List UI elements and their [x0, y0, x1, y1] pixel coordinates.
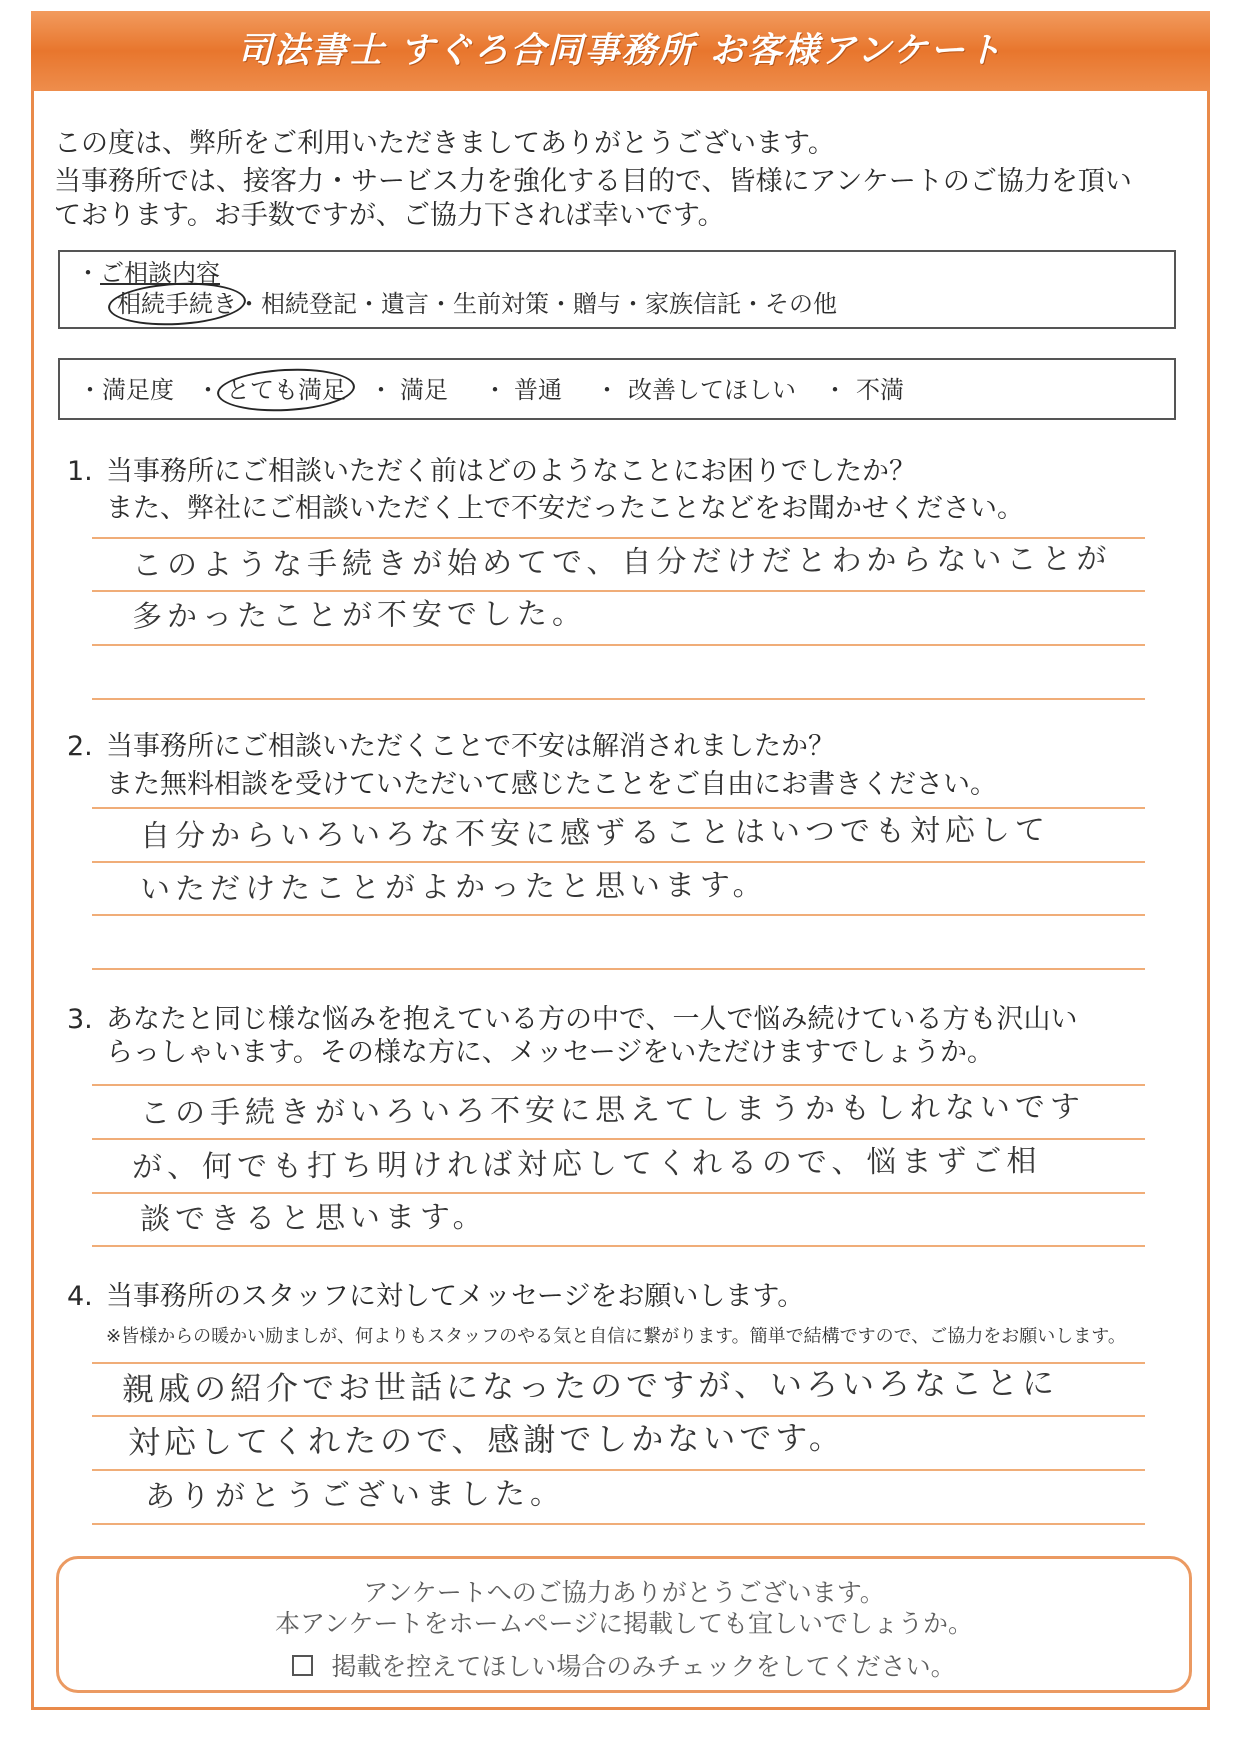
option-separator: ・ — [741, 290, 765, 318]
answer-rule — [92, 1523, 1145, 1525]
publication-consent-box — [56, 1556, 1192, 1693]
question-number: 1. — [67, 456, 93, 487]
page-title: 司法書士 すぐろ合同事務所 お客様アンケート — [237, 31, 1004, 71]
handwritten-answer-line: 多かったことが不安でした。 — [131, 596, 588, 635]
answer-rule — [92, 1192, 1145, 1194]
answer-rule — [92, 590, 1145, 592]
answer-rule — [92, 1469, 1145, 1471]
consultation-label: ご相談内容 — [100, 259, 220, 287]
question-number: 4. — [67, 1281, 93, 1312]
satisfaction-box — [58, 358, 1176, 420]
question-number: 3. — [67, 1004, 93, 1035]
option-label: 家族信託 — [645, 290, 741, 318]
satisfaction-option-satisfied — [400, 376, 448, 404]
handwritten-answer-line: 自分からいろいろな不安に感ずることはいつでも対応して — [139, 812, 1051, 855]
satisfaction-option-needs-improvement — [628, 376, 796, 404]
option-separator: ・ — [549, 290, 573, 318]
option-label: 満足 — [400, 376, 448, 404]
handwritten-answer-line: 対応してくれたので、感謝でしかないです。 — [127, 1418, 845, 1462]
bullet: ・ — [76, 259, 100, 287]
question-text: 当事務所にご相談いただくことで不安は解消されましたか？ — [106, 731, 835, 762]
answer-rule — [92, 644, 1145, 646]
option-separator: ・ — [357, 290, 381, 318]
consultation-option-family-trust — [645, 290, 741, 318]
consultation-option-other — [765, 290, 837, 318]
consultation-option-inheritance-procedure — [117, 290, 237, 318]
answer-rule — [92, 1138, 1145, 1140]
consultation-option-gift — [573, 290, 621, 318]
consent-checkbox-row — [59, 1652, 1189, 1682]
footer-line: アンケートへのご協力ありがとうございます。 — [363, 1578, 885, 1607]
question-text: また無料相談を受けていただいて感じたことをご自由にお書きください。 — [106, 769, 997, 800]
answer-rule — [92, 1415, 1145, 1417]
handwritten-answer-line: このような手続きが始めてで、自分だけだとわからないことが — [131, 541, 1112, 584]
checkbox-label: 掲載を控えてほしい場合のみチェックをしてください。 — [331, 1652, 956, 1681]
answer-rule — [92, 968, 1145, 970]
intro-line: ております。お手数ですが、ご協力下されば幸いです。 — [54, 200, 725, 231]
question-text: 当事務所にご相談いただく前はどのようなことにお困りでしたか？ — [106, 456, 916, 487]
question-text: 当事務所のスタッフに対してメッセージをお願いします。 — [106, 1281, 805, 1312]
consultation-option-inheritance-registration — [261, 290, 357, 318]
option-separator: ・ — [429, 290, 453, 318]
question-text: あなたと同じ様な悩みを抱えている方の中で、一人で悩み続けている方も沢山い — [106, 1004, 1078, 1035]
question-note: ※皆様からの暖かい励ましが、何よりもスタッフのやる気と自信に繋がります。簡単で結構ですので、ご協力をお願いします。 — [106, 1326, 1126, 1347]
option-separator: ・ — [483, 376, 507, 404]
option-label: とても満足 — [226, 376, 346, 404]
do-not-publish-checkbox — [292, 1655, 313, 1676]
consultation-option-estate-planning — [453, 290, 549, 318]
satisfaction-option-neutral — [514, 376, 562, 404]
header-bar — [31, 11, 1210, 91]
option-label: 相続手続き — [117, 290, 237, 318]
consultation-box — [58, 250, 1176, 329]
answer-rule — [92, 1245, 1145, 1247]
option-label: 改善してほしい — [628, 376, 796, 404]
answer-rule — [92, 861, 1145, 863]
option-label: 遺言 — [381, 290, 429, 318]
handwritten-answer-line: 親戚の紹介でお世話になったのですが、いろいろなことに — [121, 1363, 1059, 1409]
intro-line: 当事務所では、接客力・サービス力を強化する目的で、皆様にアンケートのご協力を頂い — [54, 166, 1132, 197]
question-text: また、弊社にご相談いただく上で不安だったことなどをお聞かせください。 — [106, 493, 1024, 524]
option-label: 贈与 — [573, 290, 621, 318]
option-label: 相続登記 — [261, 290, 357, 318]
option-separator: ・ — [595, 376, 619, 404]
answer-rule — [92, 1084, 1145, 1086]
question-number: 2. — [67, 731, 93, 762]
consultation-option-will — [381, 290, 429, 318]
footer-line: 本アンケートをホームページに掲載しても宜しいでしょうか。 — [274, 1609, 973, 1638]
answer-rule — [92, 537, 1145, 539]
consultation-options — [117, 290, 837, 318]
answer-rule — [92, 698, 1145, 700]
handwritten-answer-line: 談できると思います。 — [139, 1199, 488, 1238]
option-separator: ・ — [823, 376, 847, 404]
intro-line: この度は、弊所をご利用いただきましてありがとうございます。 — [54, 128, 835, 159]
option-separator: ・ — [369, 376, 393, 404]
option-label: その他 — [765, 290, 837, 318]
answer-rule — [92, 914, 1145, 916]
option-label: 生前対策 — [453, 290, 549, 318]
consultation-heading — [76, 259, 220, 287]
satisfaction-option-very-satisfied — [226, 376, 346, 404]
option-separator: ・ — [237, 290, 261, 318]
option-separator: ・ — [621, 290, 645, 318]
handwritten-answer-line: が、何でも打ち明ければ対応してくれるので、悩まずご相 — [131, 1143, 1042, 1186]
answer-rule — [92, 807, 1145, 809]
option-label: 不満 — [856, 376, 904, 404]
option-separator: ・ — [196, 376, 220, 404]
satisfaction-option-dissatisfied — [856, 376, 904, 404]
option-label: 普通 — [514, 376, 562, 404]
handwritten-answer-line: この手続きがいろいろ不安に思えてしまうかもしれないです — [139, 1089, 1086, 1132]
satisfaction-label: ・満足度 — [78, 376, 174, 404]
handwritten-answer-line: ありがとうございました。 — [144, 1476, 566, 1515]
question-text: らっしゃいます。その様な方に、メッセージをいただけますでしょうか。 — [106, 1037, 995, 1068]
handwritten-answer-line: いただけたことがよかったと思います。 — [139, 867, 768, 908]
